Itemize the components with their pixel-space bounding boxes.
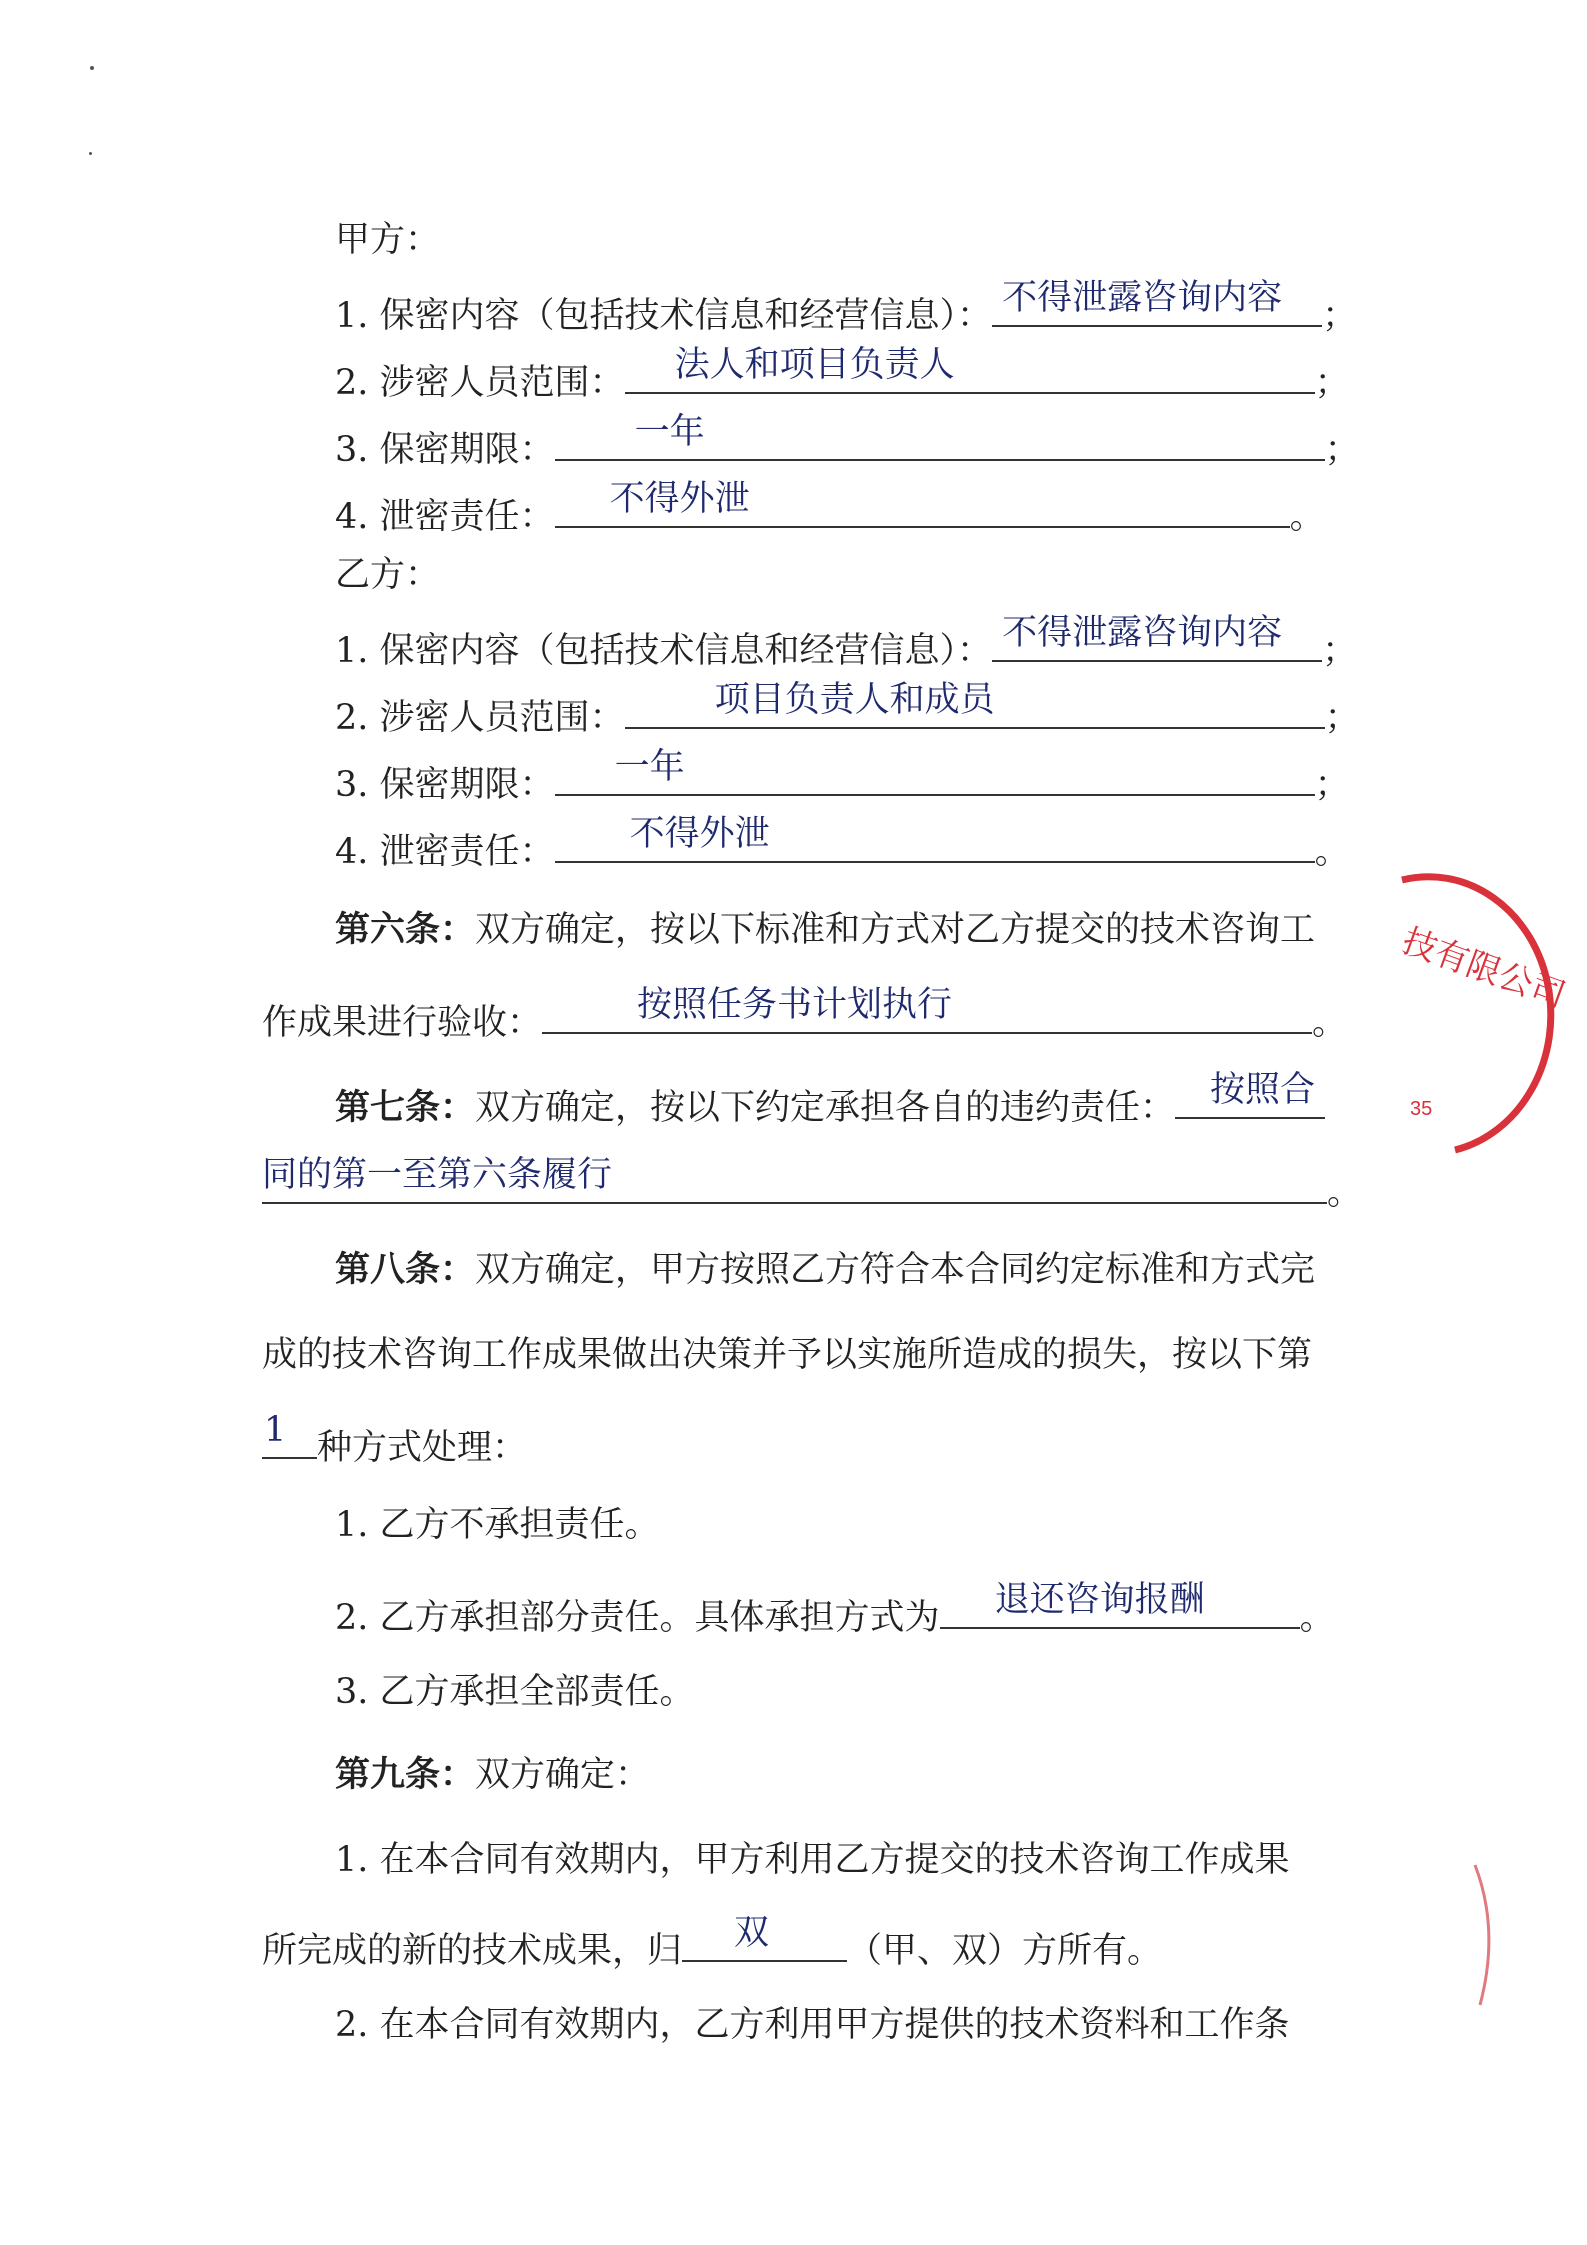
- article-7-line-1: 第七条：双方确定，按以下约定承担各自的违约责任： 按照合: [335, 1075, 1325, 1125]
- party-b-item-3: 3. 保密期限： 一年 ；: [335, 747, 1350, 805]
- article-8-line-1: 第八条：双方确定，甲方按照乙方符合本合同约定标准和方式完: [335, 1249, 1316, 1290]
- article-8-option-2: 2. 乙方承担部分责任。具体承担方式为 退还咨询报酬 。: [335, 1580, 1335, 1638]
- company-seal: [1360, 860, 1587, 1190]
- seal-number: 35: [1410, 1098, 1433, 1120]
- party-a-heading: 甲方：: [335, 220, 441, 260]
- article-6-line-2: 作成果进行验收： 按照任务书计划执行 。: [262, 985, 1348, 1043]
- article-9-p2-line-1: 2. 在本合同有效期内，乙方利用甲方提供的技术资料和工作条: [335, 2005, 1290, 2045]
- article-6-title: 第六条：: [335, 909, 476, 950]
- article-9-p1-line-2: 所完成的新的技术成果，归 双 （甲、双）方所有。: [262, 1913, 1163, 1971]
- party-a-item-2: 2. 涉密人员范围： 法人和项目负责人 ；: [335, 345, 1350, 403]
- scan-speck: [89, 152, 92, 155]
- article-8-option-3: 3. 乙方承担全部责任。: [335, 1672, 695, 1712]
- article-7-title: 第七条：: [335, 1087, 476, 1128]
- article-8-line-3: 1 种方式处理：: [264, 1410, 528, 1468]
- seal-text: 技有限公司: [1397, 922, 1570, 1016]
- party-b-heading: 乙方：: [335, 555, 441, 595]
- article-9-p1-line-1: 1. 在本合同有效期内，甲方利用乙方提交的技术咨询工作成果: [335, 1840, 1290, 1880]
- article-8-title: 第八条：: [335, 1249, 476, 1290]
- party-b-item-1: 1. 保密内容（包括技术信息和经营信息）： 不得泄露咨询内容 ；: [335, 613, 1358, 671]
- party-a-item-4: 4. 泄密责任： 不得外泄 。: [335, 479, 1325, 537]
- article-6-line-1: 第六条：双方确定，按以下标准和方式对乙方提交的技术咨询工: [335, 909, 1316, 950]
- article-7-line-2: 同的第一至第六条履行 。: [262, 1155, 1363, 1213]
- article-8-option-1: 1. 乙方不承担责任。: [335, 1505, 660, 1545]
- seal-edge-mark: [1470, 1860, 1510, 2010]
- article-8-line-2: 成的技术咨询工作成果做出决策并予以实施所造成的损失，按以下第: [262, 1335, 1313, 1375]
- party-a-item-1: 1. 保密内容（包括技术信息和经营信息）： 不得泄露咨询内容 ；: [335, 278, 1358, 336]
- article-9-title: 第九条：: [335, 1754, 476, 1795]
- party-a-item-3: 3. 保密期限： 一年 ；: [335, 412, 1360, 470]
- scan-speck: [90, 66, 94, 70]
- party-b-item-2: 2. 涉密人员范围： 项目负责人和成员 ；: [335, 680, 1360, 738]
- party-b-item-4: 4. 泄密责任： 不得外泄 。: [335, 814, 1350, 872]
- article-9-heading: 第九条：双方确定：: [335, 1754, 651, 1795]
